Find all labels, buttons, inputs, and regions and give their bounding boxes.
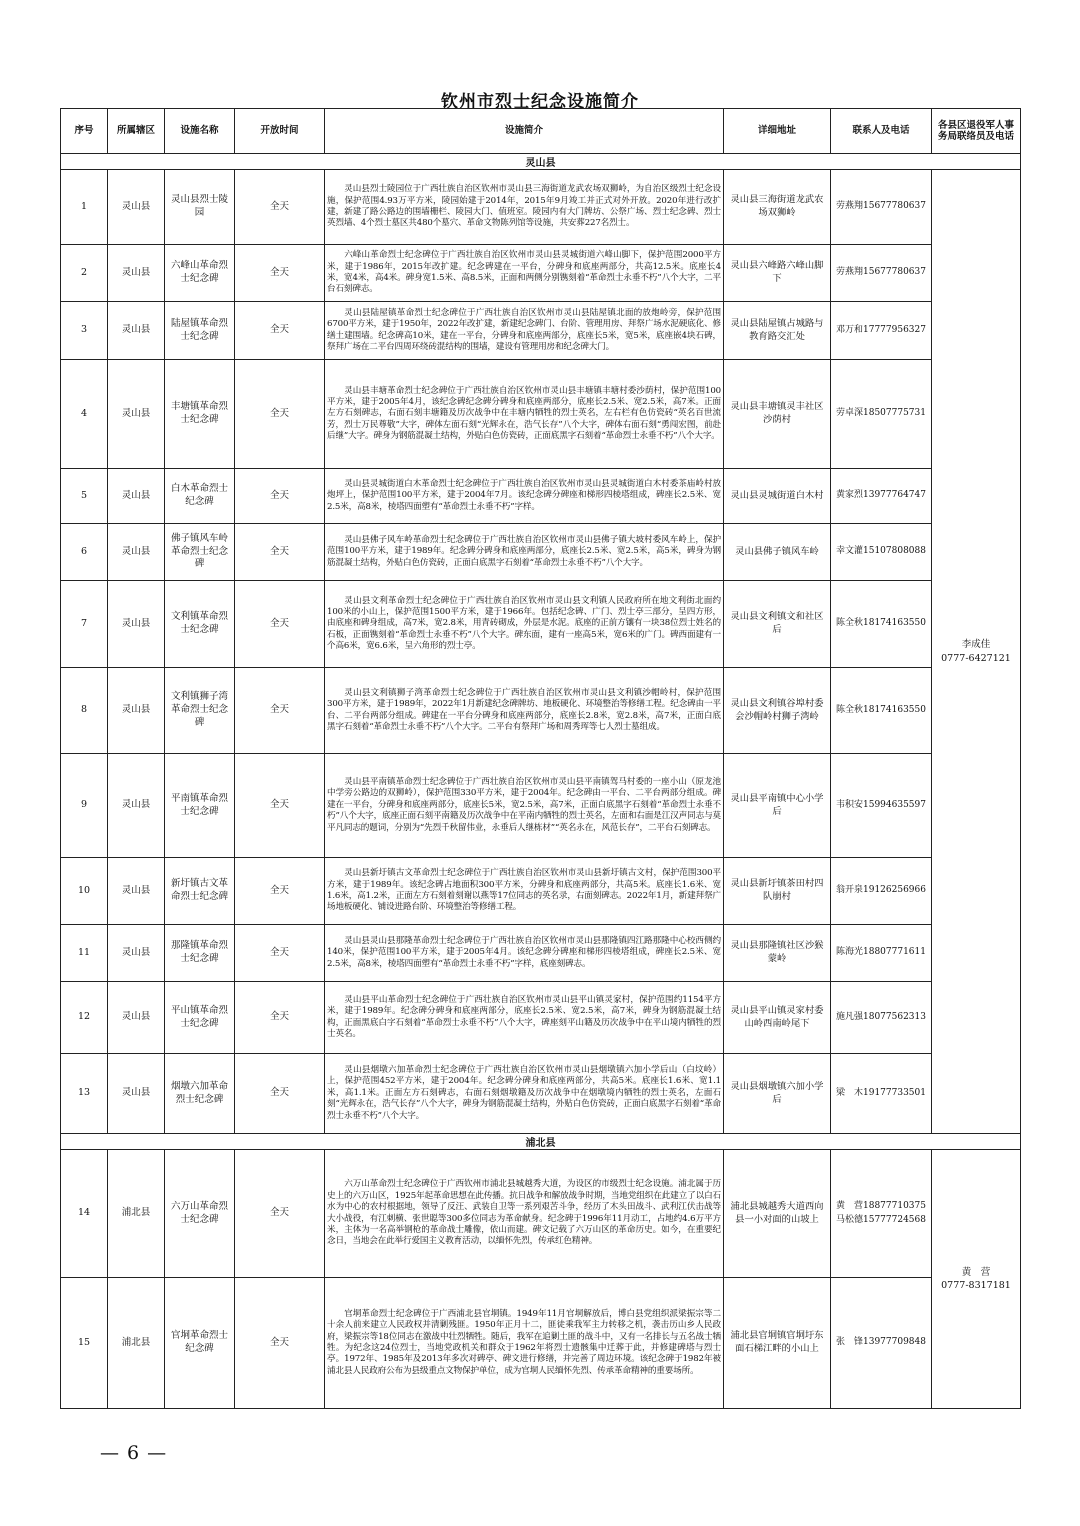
facility-table <box>60 108 1021 1409</box>
header-row <box>61 109 1021 154</box>
row-index: 7 <box>61 581 108 668</box>
row-open-hours: 全天 <box>235 668 325 754</box>
table-row <box>61 524 1021 581</box>
row-county: 灵山县 <box>108 524 165 581</box>
row-intro: 灵山县烈士陵园位于广西壮族自治区钦州市灵山县三海街道龙武农场双狮岭，为自治区级烈士纪念设施，保护范围4.93万平方米，陵园始建于2014年，2015年9月竣工并正式对外开放。2020年进行改扩建，新建了路公路边的围墙栅栏、陵园大门、值班室。陵园内有大门牌坊、公祭广场、烈士纪念碑、烈士英烈墙、4个烈士墓区共480个墓穴、革命文物陈列馆等设施，共安葬227名烈士。 <box>325 170 724 245</box>
col-header-hours: 开放时间 <box>235 109 325 154</box>
row-index: 11 <box>61 925 108 982</box>
col-header-contact: 联系人及电话 <box>831 109 932 154</box>
section-label: 浦北县 <box>61 1134 1021 1150</box>
table-row <box>61 245 1021 302</box>
row-open-hours: 全天 <box>235 858 325 925</box>
row-intro: 灵山县平南镇革命烈士纪念碑位于广西壮族自治区钦州市灵山县平南镇驾马村委的一座小山（原龙池中学旁公路边的双狮岭），保护范围330平方米，建于2004年。纪念碑由一平台、二平台两部分组成。碑建在一平台，分碑身和底座两部分，底座长5米，宽2.5米，高7米，正面白底黑字石刻着“革命烈士永垂不朽”八个大字，底座正面石刻平南籍及历次战争中在平南内牺牲的烈士英名，左面和右面是江汉声同志与莫平凡同志的题词，分别为“先烈千秋留伟业，永垂后人继栋材”“英名永在，风范长存”，二平台石刻碑志。 <box>325 754 724 858</box>
row-address: 灵山县佛子镇风车岭 <box>724 524 831 581</box>
row-facility-name: 那隆镇革命烈士纪念碑 <box>165 925 235 982</box>
row-county: 灵山县 <box>108 245 165 302</box>
liaison-phone: 0777-8317181 <box>941 1280 1011 1291</box>
row-county: 灵山县 <box>108 469 165 524</box>
row-intro: 灵山县灵山县那隆革命烈士纪念碑位于广西壮族自治区钦州市灵山县那隆镇四江路那隆中心校西侧约140米，保护范围100平方米，建于2005年4月。该纪念碑分碑座和梯形四棱塔组成，碑座长2.5米、宽2.5米，高8米，棱塔四面塑有“革命烈士永垂不朽”字样，底座刻碑志。 <box>325 925 724 982</box>
row-contact: 劳燕翔15677780637 <box>831 245 932 302</box>
row-contact: 劳卓深18507775731 <box>831 360 932 469</box>
table-row <box>61 754 1021 858</box>
table-row <box>61 982 1021 1054</box>
table-row <box>61 469 1021 524</box>
row-facility-name: 平南镇革命烈士纪念碑 <box>165 754 235 858</box>
row-index: 2 <box>61 245 108 302</box>
row-address: 灵山县新圩镇茶田村四队崩村 <box>724 858 831 925</box>
row-contact: 韦积安15994635597 <box>831 754 932 858</box>
row-contact: 黄家烈13977764747 <box>831 469 932 524</box>
row-address: 浦北县官垌镇官垌圩东面石梯江畔的小山上 <box>724 1278 831 1409</box>
table-row <box>61 581 1021 668</box>
section-label: 灵山县 <box>61 154 1021 170</box>
row-index: 8 <box>61 668 108 754</box>
page-number: — 6 — <box>100 1442 168 1464</box>
row-address: 灵山县三海街道龙武农场双狮岭 <box>724 170 831 245</box>
row-intro: 灵山县文利革命烈士纪念碑位于广西壮族自治区钦州市灵山县文利镇人民政府所在地文利街北面约100米的小山上，保护范围1500平方米，建于1966年。包括纪念碑、广门、烈士亭三部分，呈四方形，由底座和碑身组成，高7米，宽2.8米，用青砖砌成，外层是水泥。底座的正前方镶有一块38位烈士姓名的石板，正面镌刻着“革命烈士永垂不朽”八个大字。碑东面，建有一座高5米，宽6米的广门。碑西面建有一个高6米，宽6.6米，呈六角形的烈士亭。 <box>325 581 724 668</box>
row-open-hours: 全天 <box>235 1150 325 1278</box>
row-contact: 劳燕翔15677780637 <box>831 170 932 245</box>
row-index: 4 <box>61 360 108 469</box>
row-address: 灵山县平山镇灵家村委山岭西南岭尾下 <box>724 982 831 1054</box>
row-county: 浦北县 <box>108 1278 165 1409</box>
row-index: 5 <box>61 469 108 524</box>
row-contact: 陈全秋18174163550 <box>831 668 932 754</box>
section-row-lingshan <box>61 154 1021 170</box>
document-title: 钦州市烈士纪念设施简介 <box>441 92 639 112</box>
row-county: 灵山县 <box>108 581 165 668</box>
row-facility-name: 官垌革命烈士纪念碑 <box>165 1278 235 1409</box>
row-facility-name: 文利镇革命烈士纪念碑 <box>165 581 235 668</box>
row-facility-name: 佛子镇风车岭革命烈士纪念碑 <box>165 524 235 581</box>
row-open-hours: 全天 <box>235 754 325 858</box>
row-address: 灵山县烟墩镇六加小学后 <box>724 1054 831 1134</box>
row-open-hours: 全天 <box>235 524 325 581</box>
row-index: 12 <box>61 982 108 1054</box>
table-row <box>61 1278 1021 1409</box>
row-facility-name: 新圩镇古文革命烈士纪念碑 <box>165 858 235 925</box>
row-open-hours: 全天 <box>235 1278 325 1409</box>
table-row <box>61 170 1021 245</box>
row-index: 15 <box>61 1278 108 1409</box>
liaison-cell-lingshan <box>932 170 1021 1134</box>
liaison-name: 李成佳 <box>961 639 991 651</box>
row-address: 浦北县城越秀大道西向县一小对面的山坡上 <box>724 1150 831 1278</box>
col-header-liaison: 各县区退役军人事务局联络员及电话 <box>932 109 1021 154</box>
table-row <box>61 302 1021 360</box>
row-facility-name: 六万山革命烈士纪念碑 <box>165 1150 235 1278</box>
row-contact: 梁 木19177733501 <box>831 1054 932 1134</box>
row-address: 灵山县平南镇中心小学后 <box>724 754 831 858</box>
row-index: 10 <box>61 858 108 925</box>
row-address: 灵山县文利镇文和社区后 <box>724 581 831 668</box>
row-county: 灵山县 <box>108 1054 165 1134</box>
table-row <box>61 668 1021 754</box>
row-facility-name: 烟墩六加革命烈士纪念碑 <box>165 1054 235 1134</box>
row-index: 1 <box>61 170 108 245</box>
row-contact: 张 锋13977709848 <box>831 1278 932 1409</box>
row-open-hours: 全天 <box>235 982 325 1054</box>
row-facility-name: 六峰山革命烈士纪念碑 <box>165 245 235 302</box>
row-contact: 翁开泉19126256966 <box>831 858 932 925</box>
row-open-hours: 全天 <box>235 170 325 245</box>
row-open-hours: 全天 <box>235 1054 325 1134</box>
row-intro: 灵山县陆屋镇革命烈士纪念碑位于广西壮族自治区钦州市灵山县陆屋镇北面的放炮岭旁，保护范围6700平方米，建于1950年，2022年改扩建，新建纪念碑门、台阶、管理用房、拜祭广场水泥硬底化、修缮土建围墙。纪念碑高10米，建在一平台，分碑身和底座两部分，底座长5米，宽5米，底座嵌4块石碑，祭拜广场在二平台四周环绕砖混结构的围墙，建设有管理用房和纪念碑大门。 <box>325 302 724 360</box>
row-contact: 施凡强18077562313 <box>831 982 932 1054</box>
row-county: 灵山县 <box>108 360 165 469</box>
row-contact: 陈海光18807771611 <box>831 925 932 982</box>
row-county: 灵山县 <box>108 668 165 754</box>
row-intro: 灵山县文利镇狮子湾革命烈士纪念碑位于广西壮族自治区钦州市灵山县文利镇沙帽岭村，保护范围300平方米，建于1989年，2022年1月新建纪念碑牌坊、地板硬化、环境整治等修缮工程。纪念碑由一平台、二平台两部分组成。碑建在一平台分碑身和底座两部分，底座长2.8米，宽2.8米，高7米，正面白底黑字石刻着“革命烈士永垂不朽”八个大字。二平台有祭拜广场和周秀珲等七人烈士墓组成。 <box>325 668 724 754</box>
row-intro: 灵山县佛子风车岭革命烈士纪念碑位于广西壮族自治区钦州市灵山县佛子镇大坡村委风车岭上，保护范围100平方米，建于1989年。纪念碑分碑身和底座两部分，底座长2.5米、宽2.5米，高5米，碑身为钢筋混凝土结构，外贴白色仿瓷砖，正面白底黑字石刻着“革命烈士永垂不朽”八个大字。 <box>325 524 724 581</box>
row-contact: 幸文灌15107808088 <box>831 524 932 581</box>
row-facility-name: 平山镇革命烈士纪念碑 <box>165 982 235 1054</box>
table-row <box>61 858 1021 925</box>
row-intro: 灵山县灵城街道白木革命烈士纪念碑位于广西壮族自治区钦州市灵山县灵城街道白木村委茶庙岭村放炮坪上，保护范围100平方米，建于2004年7月。该纪念碑分碑座和梯形四棱塔组成，碑座长2.5米、宽2.5米，高8米，棱塔四面塑有“革命烈士永垂不朽”字样。 <box>325 469 724 524</box>
row-facility-name: 陆屋镇革命烈士纪念碑 <box>165 302 235 360</box>
liaison-phone: 0777-6427121 <box>941 652 1011 664</box>
row-open-hours: 全天 <box>235 245 325 302</box>
col-header-address: 详细地址 <box>724 109 831 154</box>
row-facility-name: 灵山县烈士陵园 <box>165 170 235 245</box>
table-row <box>61 360 1021 469</box>
row-facility-name: 文利镇狮子湾革命烈士纪念碑 <box>165 668 235 754</box>
table-row <box>61 925 1021 982</box>
row-address: 灵山县灵城街道白木村 <box>724 469 831 524</box>
table-row <box>61 1054 1021 1134</box>
row-open-hours: 全天 <box>235 469 325 524</box>
row-county: 灵山县 <box>108 170 165 245</box>
row-county: 灵山县 <box>108 754 165 858</box>
row-intro: 灵山县烟墩六加革命烈士纪念碑位于广西壮族自治区钦州市灵山县烟墩镇六加小学后山（白坟岭）上，保护范围452平方米，建于2004年。纪念碑分碑身和底座两部分，共高5米。底座长1.6米、宽1.1米，高1.1米。正面左方石刻碑志，右面石刻烟墩籍及历次战争中在烟墩境内牺牲的烈士英名，左面石刻“光辉永在，浩气长存”八个大字，碑身为钢筋混凝土结构，外贴白色仿瓷砖，正面白底黑字石刻着“革命烈士永垂不朽”八个大字。 <box>325 1054 724 1134</box>
row-contact: 邓万和17777956327 <box>831 302 932 360</box>
row-index: 6 <box>61 524 108 581</box>
row-intro: 六万山革命烈士纪念碑位于广西钦州市浦北县城越秀大道，为设区的市级烈士纪念设施。浦北属于历史上的六万山区，1925年起革命思想在此传播。抗日战争和解放战争时期，当地党组织在此建立了以白石水为中心的农村根据地，领导了反汪、武装自卫等一系列艰苦斗争，经历了木头田战斗、武利江伏击战等大小战役，有江刺横、张世聪等300多位同志为革命献身。纪念碑于1996年11月动工，占地约4.6万平方米，主体为一名高举钢枪的革命战士雕像，依山而建。碑文记载了六万山区的革命历史。如今，在重要纪念日，当地会在此举行爱国主义教育活动，以缅怀先烈，传承红色精神。 <box>325 1150 724 1278</box>
col-header-index: 序号 <box>61 109 108 154</box>
row-intro: 灵山县新圩镇古文革命烈士纪念碑位于广西壮族自治区钦州市灵山县新圩镇古文村，保护范围300平方米，建于1989年。该纪念碑占地面积300平方米，分碑身和底座两部分，共高5米。底座长1.6米、宽1.6米，高1.2米，正面左方石刻着刻谢以燕等17位同志的英名录，右面刻碑志。2022年1月，新建拜祭广场地板硬化、铺设进路台阶、环境整治等修缮工程。 <box>325 858 724 925</box>
row-address: 灵山县那隆镇社区沙猴蒙岭 <box>724 925 831 982</box>
col-header-intro: 设施简介 <box>325 109 724 154</box>
col-header-name: 设施名称 <box>165 109 235 154</box>
row-county: 灵山县 <box>108 858 165 925</box>
col-header-county: 所属辖区 <box>108 109 165 154</box>
row-contact: 黄 营18877710375 马松德15777724568 <box>831 1150 932 1278</box>
row-index: 13 <box>61 1054 108 1134</box>
row-open-hours: 全天 <box>235 581 325 668</box>
row-open-hours: 全天 <box>235 302 325 360</box>
liaison-name: 黄 营 <box>961 1266 991 1278</box>
row-address: 灵山县丰塘镇灵丰社区沙荫村 <box>724 360 831 469</box>
liaison-cell-pubei <box>932 1150 1021 1409</box>
row-index: 9 <box>61 754 108 858</box>
row-index: 14 <box>61 1150 108 1278</box>
row-county: 浦北县 <box>108 1150 165 1278</box>
row-intro: 六峰山革命烈士纪念碑位于广西壮族自治区钦州市灵山县灵城街道六峰山脚下，保护范围2000平方米，建于1986年，2015年改扩建。纪念碑建在一平台，分碑身和底座两部分，共高12.5米。底座长4米，宽4米，高4米。碑身宽1.5米、高8.5米，正面和两侧分别镌刻着“革命烈士永垂不朽”八个大字，二平台石刻碑志。 <box>325 245 724 302</box>
row-facility-name: 丰塘镇革命烈士纪念碑 <box>165 360 235 469</box>
row-contact: 陈全秋18174163550 <box>831 581 932 668</box>
row-address: 灵山县陆屋镇占城路与教育路交汇处 <box>724 302 831 360</box>
row-open-hours: 全天 <box>235 925 325 982</box>
row-address: 灵山县文利镇谷埠村委会沙帽岭村狮子湾岭 <box>724 668 831 754</box>
row-index: 3 <box>61 302 108 360</box>
row-intro: 官垌革命烈士纪念碑位于广西浦北县官垌镇。1949年11月官垌解放后，博白县党组织派梁振宗等二十余人前来建立人民政权并清剿残匪。1950年正月十二，匪徒乘我军主力转移之机，袭击历山乡人民政府，梁振宗等18位同志在激战中壮烈牺牲。随后，我军在追剿土匪的战斗中，又有一名排长与五名战士牺牲。为纪念这24位烈士，当地党政机关和群众于1962年将烈士遗骸集中迁葬于此，并修建碑塔与烈士亭。1972年、1985年及2013年多次对碑亭、碑文进行修缮，并完善了周边环境。该纪念碑于1982年被浦北县人民政府公布为县级重点文物保护单位，成为官垌人民缅怀先烈、传承革命精神的重要场所。 <box>325 1278 724 1409</box>
row-county: 灵山县 <box>108 982 165 1054</box>
row-open-hours: 全天 <box>235 360 325 469</box>
row-intro: 灵山县平山革命烈士纪念碑位于广西壮族自治区钦州市灵山县平山镇灵家村，保护范围约1154平方米，建于1989年。纪念碑分碑身和底座两部分，底座长2.5米、宽2.5米，高7米，碑身为钢筋混凝土结构，正面黑底白字石刻着“革命烈士永垂不朽”八个大字，碑座刻平山籍及历次战争中在平山境内牺牲的烈士英名。 <box>325 982 724 1054</box>
row-county: 灵山县 <box>108 302 165 360</box>
row-address: 灵山县六峰路六峰山脚下 <box>724 245 831 302</box>
section-row-pubei <box>61 1134 1021 1150</box>
row-facility-name: 白木革命烈士纪念碑 <box>165 469 235 524</box>
row-intro: 灵山县丰塘革命烈士纪念碑位于广西壮族自治区钦州市灵山县丰塘镇丰塘村委沙荫村，保护范围100平方米，建于2005年4月，该纪念碑纪念碑分碑身和底座两部分，底座长2.5米、宽2.5米，高7米。正面左方石刻碑志，右面石刻丰塘籍及历次战争中在丰塘内牺牲的烈士英名，左右栏有色仿瓷砖“英名百世流芳，烈士万民尊敬”大字，碑体左面石刻“光辉永在，浩气长存”八个大字，碑体右面石刻“勇闯宏图，前赴后继”大字。碑身为钢筋混凝土结构，外贴白色仿瓷砖，正面底黑字石刻着“革命烈士永垂不朽”八个大字。 <box>325 360 724 469</box>
row-county: 灵山县 <box>108 925 165 982</box>
table-row <box>61 1150 1021 1278</box>
